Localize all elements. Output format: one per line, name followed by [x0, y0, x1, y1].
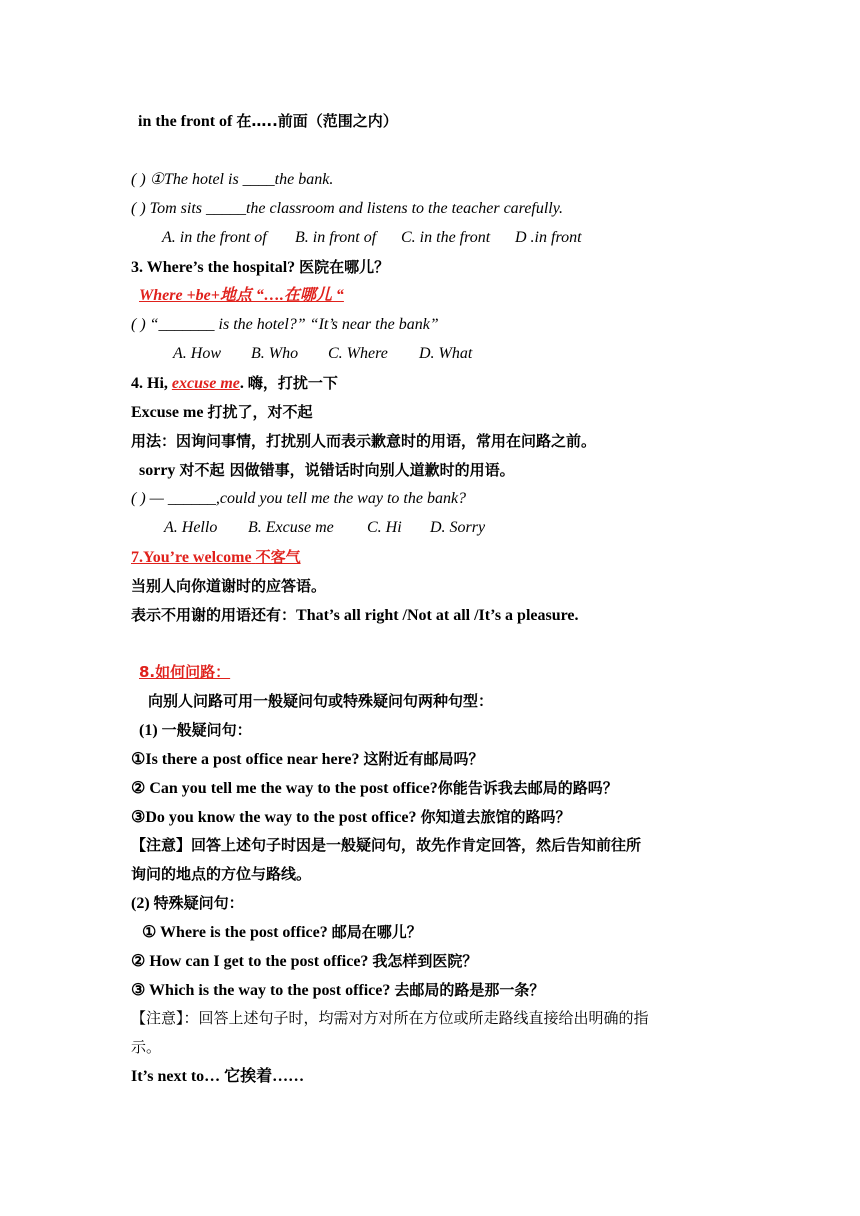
- general-question-heading: [139, 719, 252, 742]
- note-1-line-2: 询问的地点的方位与路线。: [131, 865, 312, 883]
- example-en: ① Where is the post office?: [142, 924, 328, 941]
- usage-line: 用法：因询问事情，打扰别人而表示歉意时的用语，常用在问路之前。: [131, 432, 597, 450]
- special-example-3: [131, 979, 544, 1002]
- example-cn: 邮局在哪儿？: [331, 923, 422, 941]
- phrase-en: It’s next to…: [131, 1068, 221, 1085]
- option-d: D .in front: [515, 229, 582, 246]
- note-2-line-2: 示。: [131, 1038, 162, 1056]
- special-example-2: [131, 950, 477, 973]
- example-en: ③ Which is the way to the post office?: [131, 982, 391, 999]
- term-cn: 打扰了，对不起: [207, 403, 313, 421]
- option-c: C. Hi: [367, 519, 402, 536]
- alternatives-cn: 表示不用谢的用语还有：: [131, 606, 297, 624]
- option-c: C. in the front: [401, 229, 491, 246]
- answer-paren: ( ): [131, 316, 146, 333]
- line-in-the-front-of: [138, 110, 398, 133]
- item-number: (1): [139, 722, 158, 739]
- general-example-2: [131, 777, 618, 800]
- phrase-cn: 它挨着……: [224, 1068, 305, 1085]
- option-d: D. What: [419, 345, 473, 362]
- heading-cn: 医院在哪儿？: [299, 258, 390, 276]
- heading-en: 7.You’re welcome: [131, 549, 252, 566]
- alternatives-en: That’s all right /Not at all /It’s a pleasure.: [296, 607, 579, 624]
- example-cn: 去邮局的路是那一条？: [394, 981, 545, 999]
- special-question-heading: [131, 892, 244, 915]
- heading-highlight: excuse me: [171, 375, 240, 392]
- general-example-3: [131, 806, 570, 829]
- answer-paren: ( ): [131, 200, 146, 217]
- question-2: [131, 198, 563, 220]
- example-en: ①Is there a post office near here?: [131, 751, 360, 768]
- question-text: Tom sits _____the classroom and listens to the teacher carefully.: [149, 200, 563, 217]
- welcome-alternatives: [131, 604, 579, 627]
- question-text: — ______,could you tell me the way to the bank?: [149, 490, 467, 507]
- options-3: [164, 517, 485, 539]
- question-4: [131, 488, 466, 510]
- options-2: [173, 343, 472, 365]
- example-en: ② How can I get to the post office?: [131, 953, 369, 970]
- example-en: ③Do you know the way to the post office?: [131, 809, 417, 826]
- note-2-line-1: 【注意】：回答上述句子时，均需对方对所在方位或所走路线直接给出明确的指: [131, 1009, 649, 1027]
- general-example-1: [131, 748, 484, 771]
- section-8-heading: 8.如何问路：: [139, 663, 231, 681]
- answer-paren: ( ): [131, 171, 146, 188]
- example-cn: 这附近有邮局吗？: [363, 750, 484, 768]
- heading-cn: 不客气: [255, 548, 301, 566]
- term-en: sorry: [139, 462, 176, 479]
- option-b: B. Excuse me: [248, 519, 334, 536]
- option-a: A. How: [173, 345, 221, 362]
- next-to-line: [131, 1066, 304, 1088]
- heading-cn: 嗨，打扰一下: [247, 374, 338, 392]
- section-3-note: Where +be+地点 “….在哪儿 “: [139, 287, 344, 304]
- answer-paren: ( ): [131, 490, 146, 507]
- section-3-heading: [131, 256, 389, 279]
- welcome-usage: 当别人向你道谢时的应答语。: [131, 577, 327, 595]
- item-cn: 特殊疑问句：: [153, 894, 244, 912]
- options-1: [162, 227, 582, 249]
- term-en: Excuse me: [131, 404, 204, 421]
- example-cn: 你能告诉我去邮局的路吗？: [437, 779, 618, 797]
- example-cn: 我怎样到医院？: [372, 952, 478, 970]
- section-8-intro: 向别人问路可用一般疑问句或特殊疑问句两种句型：: [148, 692, 494, 710]
- term-en: in the front of: [138, 113, 233, 130]
- sorry-line: [139, 459, 515, 482]
- option-c: C. Where: [328, 345, 388, 362]
- option-a: A. in the front of: [162, 229, 267, 246]
- heading-pre: 4. Hi,: [131, 375, 168, 392]
- term-cn: 在…..前面（范围之内）: [236, 112, 398, 130]
- item-number: (2): [131, 895, 150, 912]
- special-example-1: [142, 921, 422, 944]
- example-cn: 你知道去旅馆的路吗？: [420, 808, 571, 826]
- example-en: ② Can you tell me the way to the post office?: [131, 780, 438, 797]
- question-1: [131, 169, 333, 191]
- heading-post: .: [239, 375, 244, 392]
- option-b: B. in front of: [295, 229, 377, 246]
- item-cn: 一般疑问句：: [161, 721, 252, 739]
- excuse-me-line: [131, 401, 312, 424]
- section-7-heading: [131, 546, 367, 569]
- note-1-line-1: 【注意】回答上述句子时因是一般疑问句，故先作肯定回答，然后告知前往所: [131, 836, 642, 854]
- question-text: ①The hotel is ____the bank.: [149, 171, 334, 188]
- question-3: [131, 314, 439, 336]
- term-cn: 对不起 因做错事，说错话时向别人道歉时的用语。: [179, 461, 515, 479]
- option-b: B. Who: [251, 345, 299, 362]
- option-d: D. Sorry: [430, 519, 486, 536]
- section-4-heading: [131, 372, 338, 395]
- heading-en: 3. Where’s the hospital?: [131, 259, 296, 276]
- question-text: “_______ is the hotel?” “It’s near the bank”: [149, 316, 439, 333]
- option-a: A. Hello: [164, 519, 218, 536]
